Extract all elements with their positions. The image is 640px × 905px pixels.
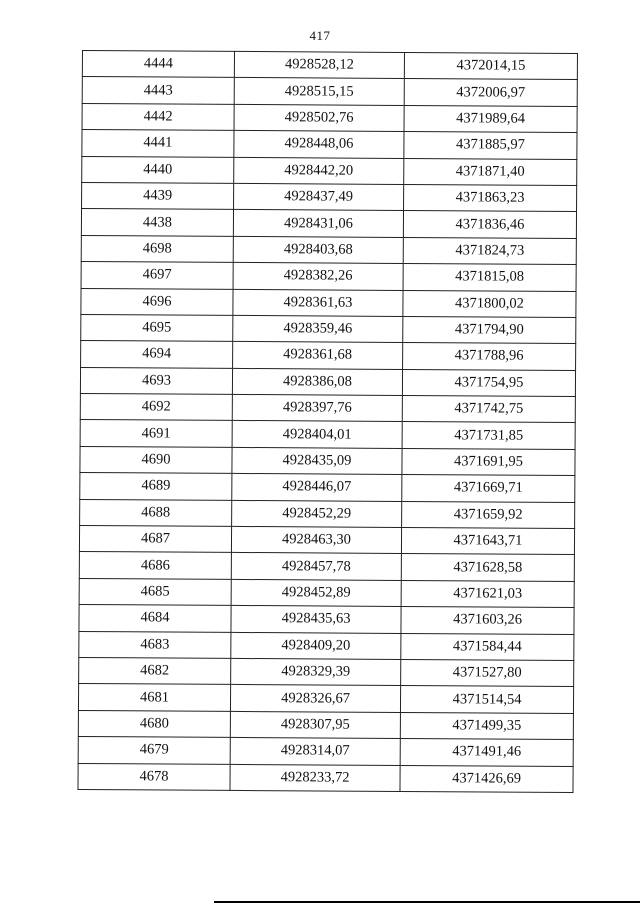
point-number-cell: 4697 — [81, 262, 233, 289]
table-row — [81, 262, 576, 291]
point-number-cell: 4440 — [82, 156, 234, 183]
table-row — [80, 499, 575, 528]
point-number-cell: 4438 — [81, 209, 233, 236]
point-number-cell: 4687 — [79, 526, 231, 553]
table-row — [79, 605, 574, 634]
point-number-cell: 4680 — [78, 710, 230, 737]
table-row — [80, 420, 575, 449]
y-coordinate-cell: 4371621,03 — [401, 580, 574, 607]
y-coordinate-cell: 4371800,02 — [403, 290, 576, 317]
x-coordinate-cell: 4928446,07 — [232, 474, 402, 501]
x-coordinate-cell: 4928452,89 — [231, 579, 401, 606]
point-number-cell: 4681 — [78, 684, 230, 711]
x-coordinate-cell: 4928314,07 — [230, 738, 400, 765]
y-coordinate-cell: 4371603,26 — [401, 607, 574, 634]
x-coordinate-cell: 4928326,67 — [230, 685, 400, 712]
table-row — [78, 710, 573, 739]
point-number-cell: 4695 — [81, 314, 233, 341]
table-row — [80, 367, 575, 396]
point-number-cell: 4443 — [82, 77, 234, 104]
point-number-cell: 4444 — [82, 51, 234, 78]
point-number-cell: 4694 — [81, 341, 233, 368]
point-number-cell: 4690 — [80, 446, 232, 473]
point-number-cell: 4698 — [81, 235, 233, 262]
y-coordinate-cell: 4371628,58 — [401, 554, 574, 581]
y-coordinate-cell: 4371426,69 — [400, 765, 573, 792]
table-row — [81, 341, 576, 370]
y-coordinate-cell: 4371659,92 — [402, 501, 575, 528]
table-row — [78, 684, 573, 713]
point-number-cell: 4442 — [82, 103, 234, 130]
x-coordinate-cell: 4928457,78 — [231, 553, 401, 580]
point-number-cell: 4684 — [79, 605, 231, 632]
point-number-cell: 4679 — [78, 737, 230, 764]
y-coordinate-cell: 4371788,96 — [403, 343, 576, 370]
y-coordinate-cell: 4371989,64 — [404, 105, 577, 132]
x-coordinate-cell: 4928397,76 — [232, 395, 402, 422]
y-coordinate-cell: 4371863,23 — [404, 184, 577, 211]
point-number-cell: 4682 — [79, 657, 231, 684]
table-row — [81, 314, 576, 343]
x-coordinate-cell: 4928361,68 — [233, 342, 403, 369]
table-row — [79, 631, 574, 660]
table-row — [80, 473, 575, 502]
y-coordinate-cell: 4371643,71 — [401, 527, 574, 554]
y-coordinate-cell: 4371754,95 — [402, 369, 575, 396]
point-number-cell: 4689 — [80, 473, 232, 500]
y-coordinate-cell: 4371669,71 — [402, 475, 575, 502]
y-coordinate-cell: 4371491,46 — [400, 739, 573, 766]
y-coordinate-cell: 4371824,73 — [403, 237, 576, 264]
y-coordinate-cell: 4371885,97 — [404, 132, 577, 159]
table-row — [82, 156, 577, 185]
table-row — [82, 182, 577, 211]
y-coordinate-cell: 4372014,15 — [404, 52, 577, 79]
y-coordinate-cell: 4371731,85 — [402, 422, 575, 449]
table-row — [79, 552, 574, 581]
x-coordinate-cell: 4928307,95 — [230, 711, 400, 738]
x-coordinate-cell: 4928386,08 — [232, 368, 402, 395]
table-row — [82, 51, 577, 80]
page-number: 417 — [309, 28, 331, 43]
x-coordinate-cell: 4928403,68 — [233, 236, 403, 263]
table-row — [79, 578, 574, 607]
x-coordinate-cell: 4928409,20 — [231, 632, 401, 659]
point-number-cell: 4688 — [80, 499, 232, 526]
table-row — [81, 288, 576, 317]
table-row — [80, 394, 575, 423]
x-coordinate-cell: 4928515,15 — [234, 78, 404, 105]
y-coordinate-cell: 4371794,90 — [403, 316, 576, 343]
table-row — [78, 763, 573, 792]
x-coordinate-cell: 4928435,63 — [231, 606, 401, 633]
x-coordinate-cell: 4928528,12 — [234, 51, 404, 78]
x-coordinate-cell: 4928435,09 — [232, 447, 402, 474]
y-coordinate-cell: 4371691,95 — [402, 448, 575, 475]
table-row — [80, 446, 575, 475]
point-number-cell: 4691 — [80, 420, 232, 447]
y-coordinate-cell: 4371742,75 — [402, 396, 575, 423]
y-coordinate-cell: 4371514,54 — [400, 686, 573, 713]
x-coordinate-cell: 4928361,63 — [233, 289, 403, 316]
y-coordinate-cell: 4371815,08 — [403, 264, 576, 291]
table-row — [78, 737, 573, 766]
x-coordinate-cell: 4928437,49 — [234, 183, 404, 210]
table-row — [81, 235, 576, 264]
x-coordinate-cell: 4928463,30 — [231, 526, 401, 553]
y-coordinate-cell: 4371499,35 — [400, 712, 573, 739]
y-coordinate-cell: 4372006,97 — [404, 79, 577, 106]
table-row — [79, 657, 574, 686]
point-number-cell: 4441 — [82, 130, 234, 157]
x-coordinate-cell: 4928448,06 — [234, 131, 404, 158]
point-number-cell: 4439 — [82, 182, 234, 209]
coordinates-table-body — [78, 51, 578, 793]
x-coordinate-cell: 4928359,46 — [233, 315, 403, 342]
x-coordinate-cell: 4928404,01 — [232, 421, 402, 448]
y-coordinate-cell: 4371836,46 — [403, 211, 576, 238]
y-coordinate-cell: 4371527,80 — [401, 659, 574, 686]
x-coordinate-cell: 4928233,72 — [230, 764, 400, 791]
table-row — [81, 209, 576, 238]
x-coordinate-cell: 4928452,29 — [232, 500, 402, 527]
x-coordinate-cell: 4928442,20 — [234, 157, 404, 184]
table-row — [82, 130, 577, 159]
table-row — [82, 77, 577, 106]
x-coordinate-cell: 4928382,26 — [233, 263, 403, 290]
x-coordinate-cell: 4928431,06 — [233, 210, 403, 237]
point-number-cell: 4683 — [79, 631, 231, 658]
table-row — [82, 103, 577, 132]
bottom-rule — [214, 901, 640, 903]
x-coordinate-cell: 4928329,39 — [231, 658, 401, 685]
table-row — [79, 526, 574, 555]
point-number-cell: 4692 — [80, 394, 232, 421]
y-coordinate-cell: 4371871,40 — [404, 158, 577, 185]
point-number-cell: 4696 — [81, 288, 233, 315]
point-number-cell: 4678 — [78, 763, 230, 790]
x-coordinate-cell: 4928502,76 — [234, 104, 404, 131]
point-number-cell: 4693 — [80, 367, 232, 394]
coordinates-table — [77, 50, 578, 793]
y-coordinate-cell: 4371584,44 — [401, 633, 574, 660]
point-number-cell: 4685 — [79, 578, 231, 605]
point-number-cell: 4686 — [79, 552, 231, 579]
